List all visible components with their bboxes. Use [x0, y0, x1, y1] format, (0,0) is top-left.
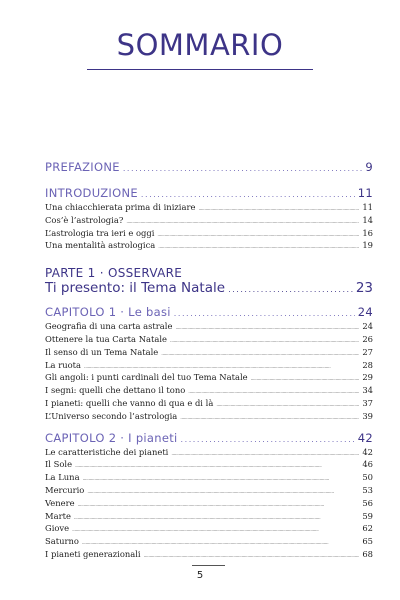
toc-page-number: 29 [362, 372, 373, 383]
toc-entry[interactable] [45, 359, 373, 372]
dot-leader [216, 399, 359, 412]
page-number: 5 [196, 570, 204, 581]
toc-page-number: 39 [362, 410, 373, 421]
dot-leader [75, 460, 359, 473]
dot-leader [174, 309, 355, 318]
toc-chapter-label: CAPITOLO 1 · Le basi [45, 305, 171, 320]
toc-page-number: 11 [362, 202, 373, 212]
toc-entry[interactable] [45, 497, 373, 510]
toc-entry-label: Il senso di un Tema Natale [45, 346, 159, 357]
dot-leader [83, 473, 360, 486]
toc-section-prefazione[interactable] [45, 160, 373, 176]
dot-leader [161, 348, 359, 361]
toc-page-number: 27 [362, 346, 373, 357]
toc-page-number: 42 [362, 446, 373, 457]
toc-page-number: 9 [365, 160, 373, 174]
toc-entry[interactable] [45, 371, 373, 384]
toc-entry[interactable] [45, 484, 373, 497]
toc-entry[interactable] [45, 471, 373, 484]
toc-chapter-1[interactable] [45, 305, 373, 320]
toc-entry[interactable] [45, 239, 373, 252]
toc-entry[interactable] [45, 522, 373, 535]
toc-entry-label: La ruota [45, 359, 82, 370]
toc-page-number: 59 [362, 510, 373, 521]
dot-leader [171, 448, 359, 461]
table-of-contents [45, 160, 373, 561]
toc-entry-label: Cos’è l’astrologia? [45, 214, 124, 225]
toc-entry-label: Venere [45, 497, 75, 508]
toc-page-number: 19 [362, 240, 373, 251]
toc-entry-label: Le caratteristiche dei pianeti [45, 446, 169, 457]
dot-leader [188, 386, 359, 399]
toc-page-number: 53 [362, 484, 373, 495]
toc-part-title: Ti presento: il Tema Natale [45, 280, 226, 297]
toc-section-label: PREFAZIONE [45, 160, 120, 174]
toc-page-number: 37 [362, 397, 373, 408]
toc-entry[interactable] [45, 384, 373, 397]
toc-section-introduzione[interactable] [45, 186, 373, 201]
toc-entry-label: I pianeti: quelli che vanno di qua e di là [45, 397, 214, 408]
toc-entry[interactable] [45, 458, 373, 471]
toc-section-label: INTRODUZIONE [45, 186, 138, 200]
toc-page-number: 24 [357, 305, 373, 320]
toc-entry-label: Gli angoli: i punti cardinali del tuo Tema Natale [45, 372, 248, 383]
toc-page-number: 34 [362, 385, 373, 396]
toc-page-number: 26 [362, 333, 373, 344]
toc-page-number: 24 [362, 321, 373, 332]
dot-leader [141, 190, 355, 199]
toc-entry[interactable] [45, 410, 373, 423]
dot-leader [175, 322, 359, 335]
dot-leader [157, 229, 359, 242]
dot-leader [228, 285, 353, 294]
toc-part-title-row[interactable] [45, 280, 373, 297]
toc-entry[interactable] [45, 320, 373, 333]
dot-leader [198, 203, 359, 216]
dot-leader [158, 241, 359, 254]
toc-entry-label: La Luna [45, 472, 80, 483]
toc-page-number: 56 [362, 497, 373, 508]
dot-leader [180, 412, 359, 425]
toc-page-number: 68 [362, 548, 373, 559]
toc-page-number: 14 [362, 214, 373, 225]
toc-entry[interactable] [45, 548, 373, 561]
toc-chapter-2[interactable] [45, 431, 373, 446]
page-number-rule [192, 565, 225, 566]
toc-entry[interactable] [45, 535, 373, 548]
toc-entry[interactable] [45, 227, 373, 240]
toc-entry-label: Saturno [45, 536, 79, 547]
toc-entry-label: L’Universo secondo l’astrologia [45, 410, 178, 421]
dot-leader [144, 550, 360, 563]
toc-entry[interactable] [45, 397, 373, 410]
toc-page-number: 23 [355, 280, 373, 297]
toc-entry-label: L’astrologia tra ieri e oggi [45, 227, 155, 238]
toc-entry-label: Giove [45, 523, 70, 534]
dot-leader [170, 335, 359, 348]
toc-entry[interactable] [45, 333, 373, 346]
page-title: SOMMARIO [116, 28, 284, 62]
toc-page-number: 62 [362, 523, 373, 534]
toc-page-number: 16 [362, 227, 373, 238]
toc-entry-label: I segni: quelli che dettano il tono [45, 385, 186, 396]
dot-leader [87, 486, 359, 499]
toc-entry[interactable] [45, 446, 373, 459]
dot-leader [78, 499, 360, 512]
toc-part-label: PARTE 1 · OSSERVARE [45, 266, 183, 281]
toc-entry-label: Mercurio [45, 484, 85, 495]
toc-entry-label: Una mentalità astrologica [45, 240, 156, 251]
title-underline [87, 69, 313, 70]
dot-leader [181, 435, 355, 444]
dot-leader [123, 164, 363, 173]
toc-entry-label: Ottenere la tua Carta Natale [45, 333, 168, 344]
toc-page-number: 11 [357, 186, 373, 200]
toc-page-number: 50 [362, 472, 373, 483]
toc-entry-label: Marte [45, 510, 71, 521]
toc-page-number: 42 [357, 430, 373, 445]
dot-leader [251, 373, 360, 386]
toc-entry[interactable] [45, 510, 373, 523]
toc-entry[interactable] [45, 214, 373, 227]
toc-page-number: 46 [362, 459, 373, 470]
toc-entry-label: I pianeti generazionali [45, 548, 141, 559]
toc-page-number: 65 [362, 536, 373, 547]
toc-page-number: 28 [362, 359, 373, 370]
dot-leader [74, 512, 359, 525]
toc-entry-label: Il Sole [45, 459, 73, 470]
toc-entry[interactable] [45, 346, 373, 359]
toc-entry[interactable] [45, 201, 373, 214]
toc-entry-label: Una chiacchierata prima di iniziare [45, 202, 196, 212]
dot-leader [126, 216, 359, 229]
dot-leader [72, 524, 359, 537]
toc-chapter-label: CAPITOLO 2 · I pianeti [45, 430, 178, 445]
toc-entry-label: Geografia di una carta astrale [45, 321, 173, 332]
